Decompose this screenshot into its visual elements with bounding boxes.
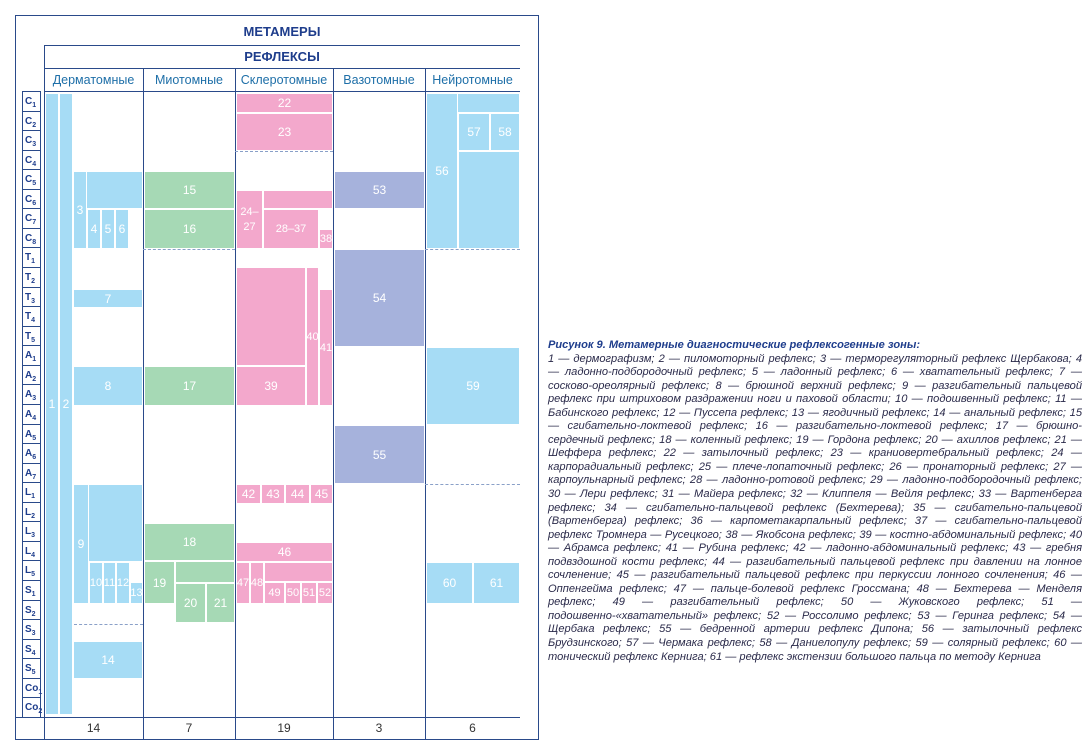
count-vasotome: 3 bbox=[375, 721, 383, 735]
count-neurotome: 6 bbox=[469, 721, 476, 735]
segment-index: 2 bbox=[31, 278, 36, 286]
count-dermatome: 14 bbox=[86, 721, 101, 735]
block-3: 3 bbox=[73, 171, 87, 249]
segment-index: 4 bbox=[32, 160, 37, 168]
segment-letter: C bbox=[25, 174, 33, 186]
segment-letter: S bbox=[25, 585, 32, 596]
block-42: 42 bbox=[236, 484, 261, 504]
block-54: 54 bbox=[334, 249, 425, 347]
segment-letter: S bbox=[25, 604, 32, 616]
segment-index: 4 bbox=[31, 551, 36, 559]
block-45: 45 bbox=[310, 484, 333, 504]
divider bbox=[143, 249, 235, 250]
column-myotome: Миотомные bbox=[154, 73, 224, 87]
block-44: 44 bbox=[285, 484, 310, 504]
segment-letter: C bbox=[25, 154, 33, 166]
segment-label bbox=[22, 131, 41, 151]
figure-caption bbox=[548, 339, 1082, 664]
segment-letter: C bbox=[25, 115, 33, 127]
segment-letter: T bbox=[25, 330, 32, 342]
block-19: 19 bbox=[144, 561, 175, 604]
block-39-top bbox=[236, 267, 306, 366]
caption-title: Рисунок 9. Метамерные диагностические рефлексогенные зоны: bbox=[548, 339, 921, 351]
count-sclerotome: 19 bbox=[277, 721, 291, 735]
block-10: 10 bbox=[89, 562, 103, 604]
segment-letter: S bbox=[25, 624, 32, 636]
block-16: 16 bbox=[144, 209, 235, 249]
block-6: 6 bbox=[115, 209, 129, 249]
block-17: 17 bbox=[144, 366, 235, 406]
block-20-21-top bbox=[175, 561, 235, 583]
block-9: 9 bbox=[73, 484, 89, 604]
divider bbox=[333, 68, 334, 739]
divider bbox=[425, 249, 520, 250]
segment-index: 2 bbox=[32, 121, 37, 129]
segment-label bbox=[22, 503, 41, 523]
block-46: 46 bbox=[236, 542, 333, 562]
segment-letter: L bbox=[25, 565, 32, 577]
block-22: 22 bbox=[236, 93, 333, 113]
column-dermatome: Дерматомные bbox=[52, 73, 135, 87]
segment-letter: S bbox=[25, 643, 32, 655]
segment-index: 1 bbox=[32, 102, 37, 109]
block-52: 52 bbox=[317, 582, 333, 604]
block-4: 4 bbox=[87, 209, 101, 249]
block-60: 60 bbox=[426, 562, 473, 604]
segment-index: 1 bbox=[38, 688, 43, 696]
block-55: 55 bbox=[334, 425, 425, 484]
segment-label bbox=[22, 190, 41, 210]
segment-label bbox=[22, 601, 41, 621]
block-39: 39 bbox=[236, 366, 306, 406]
segment-index: 3 bbox=[31, 297, 36, 305]
segment-index: 1 bbox=[31, 258, 36, 266]
segment-index: 3 bbox=[31, 532, 36, 540]
count-myotome: 7 bbox=[185, 721, 193, 735]
segment-label bbox=[22, 405, 41, 425]
block-51: 51 bbox=[301, 582, 317, 604]
segment-letter: T bbox=[25, 272, 32, 284]
block-13: 13 bbox=[130, 582, 143, 604]
segment-index: 5 bbox=[31, 571, 36, 579]
segment-index: 4 bbox=[31, 317, 36, 325]
block-11: 11 bbox=[103, 562, 116, 604]
block-28-37: 28–37 bbox=[263, 209, 319, 249]
block-43: 43 bbox=[261, 484, 285, 504]
segment-letter: A bbox=[25, 408, 33, 420]
segment-index: 3 bbox=[31, 630, 36, 638]
segment-letter: S bbox=[25, 663, 32, 675]
block-8: 8 bbox=[73, 366, 143, 406]
divider bbox=[44, 45, 520, 46]
block-59: 59 bbox=[426, 347, 520, 425]
segment-index: 5 bbox=[31, 669, 36, 677]
segment-letter: A bbox=[25, 369, 33, 381]
segment-letter: T bbox=[25, 252, 32, 264]
segment-label bbox=[22, 307, 41, 327]
block-56-extension bbox=[458, 151, 520, 249]
segment-label bbox=[22, 464, 41, 484]
segment-label bbox=[22, 366, 41, 386]
caption-body: 1 — дермографизм; 2 — пиломоторный рефлекс; 3 — терморегуляторный рефлекс Щербакова; 4 — ладонно-подбородочный рефлекс; 5 — ладонный рефлекс; 6 — хватательный рефлекс; 7 — сосково-ореолярный рефлекс; 8 — брюшной верхний рефлекс; 9 — разгибательный пальцевой рефлекс при штриховом раздражении ноги и паховой области; 10 — подошвенный рефлекс; 11 — Бабинского рефлекс; 12 — Пуссепа рефлекс; 13 — ягодичный рефлекс; 14 — анальный рефлекс; 15 — сгибательно-локтевой рефлекс; 16 — разгибательно-локтевой рефлекс; 17 — брюшно-сердечный рефлекс; 18 — коленный рефлекс; 19 — Гордона рефлекс; 20 — ахиллов рефлекс; 21 — Шеффера рефлекс; 22 — затылочный рефлекс; 23 — краниовертебральный рефлекс; 24 — карпорадиальный рефлекс; 25 — плече-лопаточный рефлекс; 26 — пронаторный рефлекс; 27 — карпоульнарный рефлекс; 28 — ладонно-ротовой рефлекс; 29 — ладонно-подбородочный рефлекс; 30 — Лери рефлекс; 31 — Майера рефлекс; 32 — Клиппеля — Вейля рефлекс; 33 — Вартенберга рефлекс; 34 — сгибательно-пальцевой рефлекс (Бехтерева); 35 — сгибательно-пальцевой (Вартенберга) рефлекс; 36 — карпометакарпальный рефлекс; 37 — сгибательно-пальцевой рефлекс Тромнера — Русецкого; 38 — Якобсона рефлекс; 39 — костно-абдоминальный рефлекс; 40 — Абрамса рефлекс; 41 — Рубина рефлекс; 42 — ладонно-абдоминальный рефлекс; 43 — гребня подвздошной кости рефлекс; 44 — разгибательный пальцевой рефлекс при давлении на лонное сочленение; 45 — разгибательный пальцевой рефлекс при перкуссии лонного сочленения; 46 — Оппенгейма рефлекс; 47 — пальце-болевой рефлекс Гроссмана; 48 — Бехтерева — Менделя рефлекс; 49 — разгибательный рефлекс; 50 — Жуковского рефлекс; 51 — подошвенно-«хватательный» рефлекс; 52 — Россолимо рефлекс; 53 — Геринга рефлекс; 54 — Щербака рефлекс; 55 — бедренной артерии рефлекс Дипона; 56 — затылочный рефлекс Брудзинского; 57 — Чермака рефлекс; 58 — Даниелопулу рефлекс; 59 — солярный рефлекс; 60 — тонический рефлекс Кернига; 61 — рефлекс экстензии большого пальца по методу Кернига bbox=[548, 352, 1082, 663]
segment-index: 4 bbox=[31, 649, 36, 657]
segment-index: 6 bbox=[32, 199, 37, 207]
segment-index: 5 bbox=[32, 180, 37, 188]
block-58: 58 bbox=[490, 113, 520, 151]
segment-label bbox=[22, 346, 41, 366]
segment-label bbox=[22, 483, 41, 503]
block-18: 18 bbox=[144, 523, 235, 561]
segment-index: 4 bbox=[32, 414, 37, 422]
segment-letter: L bbox=[25, 506, 32, 518]
reflexes-header: РЕФЛЕКСЫ bbox=[244, 49, 320, 64]
column-sclerotome: Склеротомные bbox=[240, 73, 328, 87]
metamers-header: МЕТАМЕРЫ bbox=[243, 24, 321, 39]
block-7: 7 bbox=[73, 289, 143, 308]
segment-label bbox=[22, 248, 41, 268]
segment-label bbox=[22, 444, 41, 464]
segment-label bbox=[22, 288, 41, 308]
segment-letter: T bbox=[25, 311, 32, 323]
segment-index: 3 bbox=[32, 395, 37, 403]
divider bbox=[235, 151, 333, 152]
segment-index: 8 bbox=[32, 238, 37, 246]
segment-label bbox=[22, 620, 41, 640]
segment-index: 2 bbox=[31, 610, 36, 618]
block-24-27: 24– 27 bbox=[236, 190, 263, 249]
segment-index: 6 bbox=[32, 454, 37, 462]
segment-letter: Co bbox=[25, 702, 39, 714]
segment-letter: C bbox=[25, 232, 33, 244]
segment-letter: C bbox=[25, 135, 33, 147]
segment-letter: L bbox=[25, 526, 32, 538]
segment-index: 1 bbox=[32, 356, 37, 364]
segment-index: 7 bbox=[32, 219, 37, 227]
block-2: 2 bbox=[59, 93, 73, 715]
segment-letter: Co bbox=[25, 682, 39, 694]
block-5: 5 bbox=[101, 209, 115, 249]
segment-letter: A bbox=[25, 467, 33, 479]
segment-label bbox=[22, 327, 41, 347]
segment-letter: C bbox=[25, 193, 33, 205]
block-61: 61 bbox=[473, 562, 520, 604]
segment-label bbox=[22, 92, 41, 112]
block-38: 38 bbox=[319, 229, 333, 249]
block-47: 47 bbox=[236, 562, 250, 604]
segment-label bbox=[22, 522, 41, 542]
block-21: 21 bbox=[206, 583, 235, 623]
column-vasotome: Вазотомные bbox=[343, 73, 415, 87]
block-12: 12 bbox=[116, 562, 130, 604]
segment-label bbox=[22, 581, 41, 601]
segment-index: 1 bbox=[31, 591, 36, 598]
segment-label bbox=[22, 561, 41, 581]
block-53: 53 bbox=[334, 171, 425, 209]
segment-letter: T bbox=[25, 291, 32, 303]
segment-label bbox=[22, 659, 41, 679]
segment-index: 2 bbox=[31, 512, 36, 520]
segment-label bbox=[22, 679, 41, 699]
segment-label bbox=[22, 425, 41, 445]
segment-letter: L bbox=[25, 545, 32, 557]
segment-label bbox=[22, 112, 41, 132]
block-49: 49 bbox=[264, 582, 285, 604]
divider bbox=[74, 624, 143, 625]
segment-index: 5 bbox=[32, 434, 37, 442]
block-56: 56 bbox=[426, 93, 458, 249]
column-neurotome: Нейротомные bbox=[432, 73, 513, 87]
divider bbox=[425, 484, 520, 485]
segment-letter: A bbox=[25, 389, 33, 401]
block-1: 1 bbox=[45, 93, 59, 715]
block-50: 50 bbox=[285, 582, 301, 604]
segment-index: 2 bbox=[32, 375, 37, 383]
segment-letter: A bbox=[25, 448, 33, 460]
segment-letter: C bbox=[25, 96, 33, 107]
segment-letter: A bbox=[25, 350, 33, 362]
segment-label bbox=[22, 640, 41, 660]
segment-letter: L bbox=[25, 487, 32, 499]
segment-index: 1 bbox=[31, 493, 36, 501]
segment-label bbox=[22, 542, 41, 562]
block-20: 20 bbox=[175, 583, 206, 623]
segment-index: 3 bbox=[32, 141, 37, 149]
block-23: 23 bbox=[236, 113, 333, 151]
block-48: 48 bbox=[250, 562, 264, 604]
segment-label bbox=[22, 698, 41, 718]
segment-label bbox=[22, 209, 41, 229]
block-40: 40 bbox=[306, 267, 319, 406]
divider bbox=[44, 91, 520, 92]
segment-label bbox=[22, 385, 41, 405]
segment-label bbox=[22, 170, 41, 190]
block-49-52-top bbox=[264, 562, 333, 582]
segment-index: 2 bbox=[38, 708, 43, 716]
segment-index: 5 bbox=[31, 336, 36, 344]
segment-letter: C bbox=[25, 213, 33, 225]
segment-label bbox=[22, 268, 41, 288]
block-15: 15 bbox=[144, 171, 235, 209]
block-57: 57 bbox=[458, 113, 490, 151]
block-28-37-top bbox=[263, 190, 333, 209]
segment-label bbox=[22, 229, 41, 249]
block-41: 41 bbox=[319, 289, 333, 406]
segment-index: 7 bbox=[32, 473, 37, 481]
segment-letter: A bbox=[25, 428, 33, 440]
segment-label bbox=[22, 151, 41, 171]
block-14: 14 bbox=[73, 641, 143, 679]
